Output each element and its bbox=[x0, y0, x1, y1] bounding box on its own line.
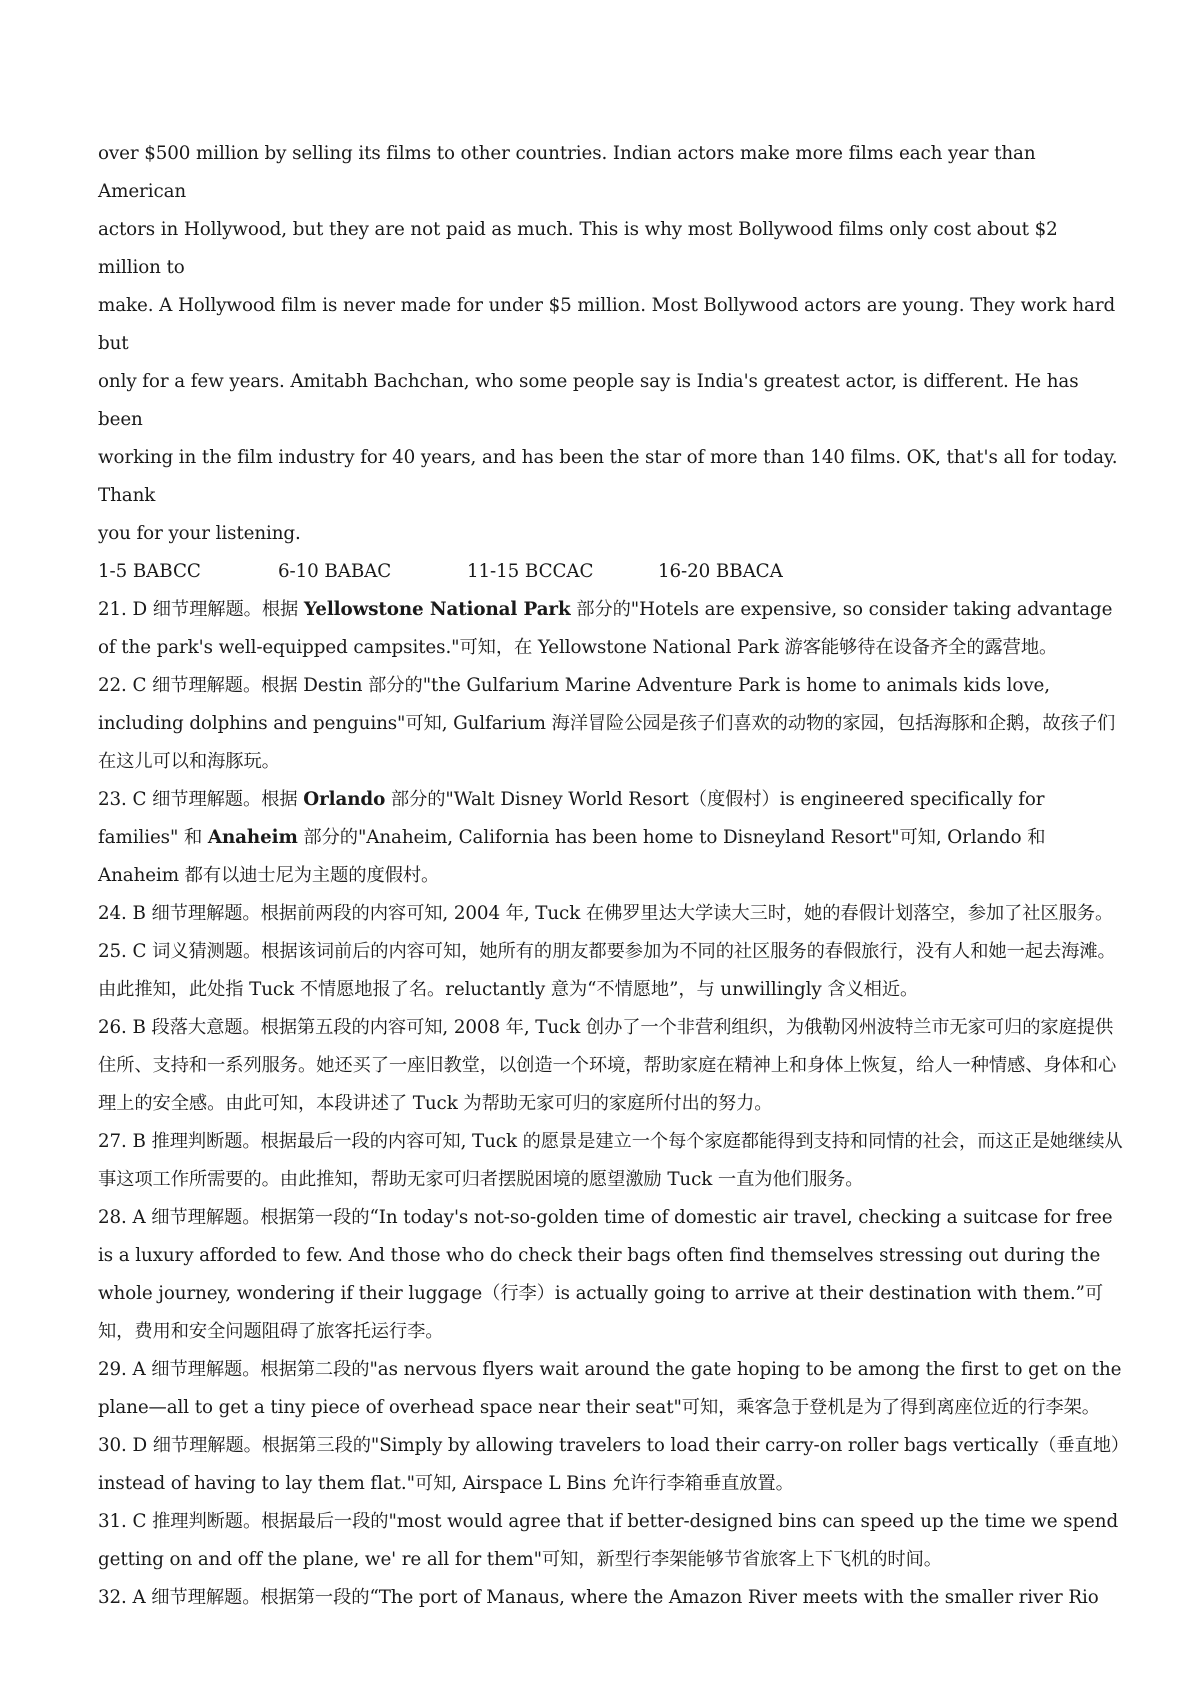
explanation-23-bold-anaheim: Anaheim bbox=[207, 827, 298, 848]
explanation-23-bold-orlando: Orlando bbox=[303, 789, 386, 810]
explanation-29: 29. A 细节理解题。根据第二段的"as nervous flyers wait around the gate hoping to be among the first to get on the plane—all to get a tiny piece of overhead space near their seat"可知，乘客急于登机是为了得到离座位近的行李架。 bbox=[98, 1359, 1122, 1418]
explanation-26: 26. B 段落大意题。根据第五段的内容可知, 2008 年, Tuck 创办了一个非营利组织，为俄勒冈州波特兰市无家可归的家庭提供住所、支持和一系列服务。她还买了一座旧教堂，以创造一个环境，帮助家庭在精神上和身体上恢复，给人一种情感、身体和心理上的安全感。由此可知，本段讲述了 Tuck 为帮助无家可归的家庭所付出的努力。 bbox=[98, 1017, 1117, 1114]
transcript-line: make. A Hollywood film is never made for under $5 million. Most Bollywood actors are young. They work hard but bbox=[98, 295, 1116, 354]
explanation-30: 30. D 细节理解题。根据第三段的"Simply by allowing travelers to load their carry-on roller bags vertically（垂直地）instead of having to lay them flat."可知, Airspace L Bins 允许行李箱垂直放置。 bbox=[98, 1435, 1120, 1494]
answer-key-row bbox=[98, 553, 1123, 591]
explanation-21-bold: Yellowstone National Park bbox=[303, 599, 571, 620]
explanation-22: 22. C 细节理解题。根据 Destin 部分的"the Gulfarium Marine Adventure Park is home to animals kids love, including dolphins and penguins"可知, Gulfarium 海洋冒险公园是孩子们喜欢的动物的家园，包括海豚和企鹅，故孩子们在这儿可以和海豚玩。 bbox=[98, 675, 1116, 772]
transcript-line: actors in Hollywood, but they are not paid as much. This is why most Bollywood films only cost about $2 million to bbox=[98, 219, 1058, 278]
explanation-24: 24. B 细节理解题。根据前两段的内容可知, 2004 年, Tuck 在佛罗里达大学读大三时，她的春假计划落空，参加了社区服务。 bbox=[98, 903, 1114, 924]
explanation-21-text-a: 21. D 细节理解题。根据 bbox=[98, 599, 304, 620]
explanation-27: 27. B 推理判断题。根据最后一段的内容可知, Tuck 的愿景是建立一个每个家庭都能得到支持和同情的社会，而这正是她继续从事这项工作所需要的。由此推知，帮助无家可归者摆脱困境的愿望激励 Tuck 一直为他们服务。 bbox=[98, 1131, 1123, 1190]
document-content bbox=[98, 135, 1123, 1617]
transcript-line: working in the film industry for 40 years, and has been the star of more than 140 films. OK, that's all for today. Thank bbox=[98, 447, 1118, 506]
explanation-32: 32. A 细节理解题。根据第一段的“The port of Manaus, where the Amazon River meets with the smaller river Rio bbox=[98, 1587, 1099, 1608]
answer-group-11-15: 11-15 BCCAC bbox=[467, 561, 594, 582]
transcript-line: over $500 million by selling its films to other countries. Indian actors make more films each year than American bbox=[98, 143, 1036, 202]
transcript-line: only for a few years. Amitabh Bachchan, who some people say is India's greatest actor, is different. He has been bbox=[98, 371, 1079, 430]
explanation-28: 28. A 细节理解题。根据第一段的“In today's not-so-golden time of domestic air travel, checking a suitcase for free is a luxury afforded to few. And those who do check their bags often find themselves stressing out during the whole journey, wondering if their luggage（行李）is actually going to arrive at their destination with them.”可知，费用和安全问题阻碍了旅客托运行李。 bbox=[98, 1207, 1113, 1342]
explanation-31: 31. C 推理判断题。根据最后一段的"most would agree that if better-designed bins can speed up the time we spend getting on and off the plane, we' re all for them"可知，新型行李架能够节省旅客上下飞机的时间。 bbox=[98, 1511, 1119, 1570]
explanation-25: 25. C 词义猜测题。根据该词前后的内容可知，她所有的朋友都要参加为不同的社区服务的春假旅行，没有人和她一起去海滩。由此推知，此处指 Tuck 不情愿地报了名。reluctantly 意为“不情愿地”，与 unwillingly 含义相近。 bbox=[98, 941, 1116, 1000]
explanation-23 bbox=[98, 781, 1123, 895]
explanation-21-text-b: 部分的"Hotels are expensive, so consider taking advantage of the park's well-equipped campsites."可知，在 Yellowstone National Park 游客能够待在设备齐全的露营地。 bbox=[98, 599, 1113, 658]
explanation-21 bbox=[98, 591, 1123, 667]
explanation-23-text-b: 部分的"Walt Disney World Resort（度假村）is engineered specifically for families" 和 bbox=[98, 789, 1045, 848]
answer-group-6-10: 6-10 BABAC bbox=[278, 561, 392, 582]
explanation-23-text-c: 部分的"Anaheim, California has been home to Disneyland Resort"可知, Orlando 和 Anaheim 都有以迪士尼为主题的度假村。 bbox=[98, 827, 1046, 886]
explanation-23-text-a: 23. C 细节理解题。根据 bbox=[98, 789, 304, 810]
transcript-line: you for your listening. bbox=[98, 523, 301, 544]
answer-group-16-20: 16-20 BBACA bbox=[658, 561, 783, 582]
listening-transcript bbox=[98, 135, 1123, 553]
answer-group-1-5: 1-5 BABCC bbox=[98, 561, 201, 582]
